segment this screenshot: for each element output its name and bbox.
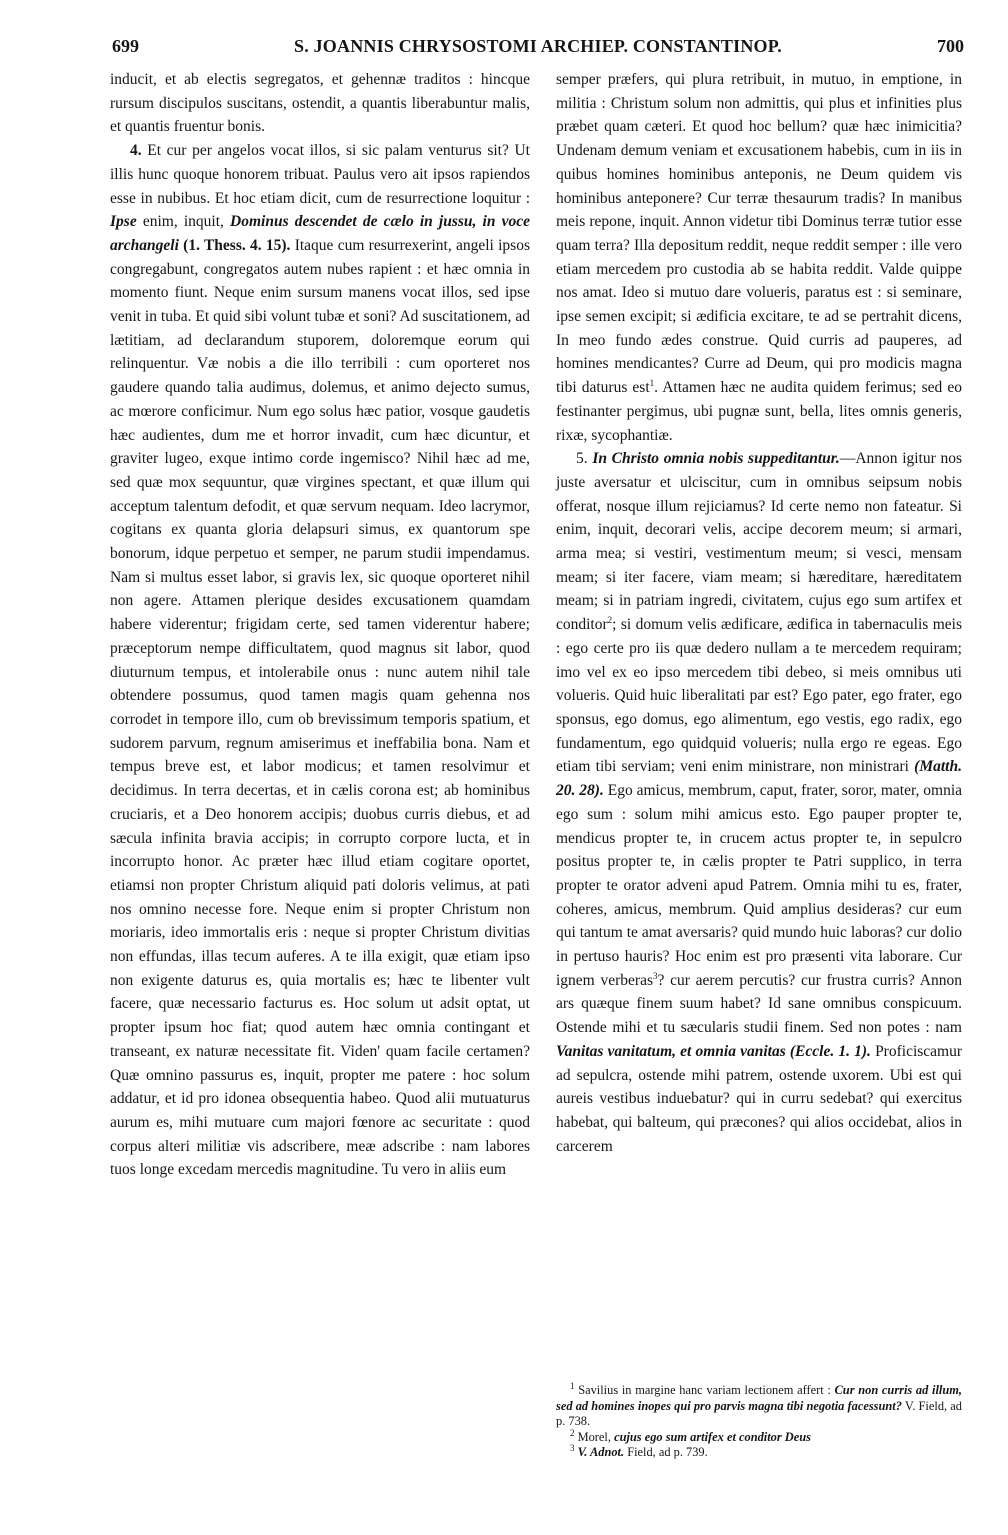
footnote [556, 1427, 962, 1446]
paragraph-text: —Annon igitur nos juste aversatur et ulciscitur, cum in omnibus seipsum nobis offerat, nosque illum rejiciamus? Id certe nemo non fateatur. Si enim, inquit, decorari velis, accipe decorem meum; si armari, arma mea; si vestiri, vestimentum meum; si vesci, mensam meam; si iter facere, viam meam; si hæreditare, hæreditatem meam; si in patriam ingredi, civitatem, cujus ego sum artifex et conditor [556, 450, 962, 634]
footnote-text: Field, ad p. 739. [624, 1445, 708, 1459]
footnote-quote: cujus ego sum artifex et conditor Deus [614, 1429, 811, 1444]
paragraph [110, 139, 530, 1182]
scripture-reference: (1. Thess. 4. 15). [178, 236, 291, 254]
footnote [556, 1442, 962, 1461]
scripture-quote: Ipse [110, 213, 137, 231]
footnote-text: Morel, [574, 1429, 615, 1444]
footnotes [556, 1380, 963, 1461]
paragraph-text: Et cur per angelos vocat illos, si sic palam venturus sit? Ut illis hunc quoque honorem tribuat. Paulus vero ait ipsos rapiendos esse in nubibus. Et hoc etiam dicit, cum de resurrectione loquitur : [110, 142, 530, 207]
footnote-text: V. Adnot. [574, 1445, 625, 1459]
footnote-ref: 3 [653, 970, 658, 981]
paragraph-text: ; si domum velis ædificare, ædifica in tabernaculis meis : ego certe pro iis quæ dedero nullam a te mercedem requiram; imo vel ex eo ipso mercedem tibi debeo, si meis omnibus uti volueris. Quid huic liberalitati par est? Ego pater, ego frater, ego sponsus, ego domus, ego alimentum, ego vestis, ego radix, ego fundamentum, ego quidquid volueris; nulla ergo re egeas. Ego etiam tibi serviam; veni enim ministrare, non ministrari [556, 616, 962, 776]
section-number: 4. [130, 142, 142, 160]
right-column [556, 68, 962, 1158]
footnote-mark: 3 [570, 1442, 575, 1453]
paragraph-text: Itaque cum resurrexerint, angeli ipsos congregabunt, congregatos autem nubes rapient : et hæc omnia in momento fiunt. Neque enim sursum manens vocat illos, sed ipse venit in tuba. Et quid sibi volunt tubæ et soni? Ad suscitationem, ad lætitiam, ad declarandum stuporem, doloremque eorum qui relinquentur. Væ nobis a die illo terribili : cum oporteret nos gaudere quando talia audimus, dolemus, et animo dejecto sumus, ac mœrore conficimur. Num ego solus hæc patior, vosque gaudetis hæc audientes, dum me et horror invadit, cum hæc dicuntur, et graviter lugeo, exque intimo corde ingemisco? Nihil hæc ad me, sed quæ mox sequuntur, quæ virgines spectant, et quæ illum qui acceptum talentum defodit, et quæ servum nequam. Ideo lacrymor, cogitans ex quanta gloria delapsuri simus, ex quantorum spe bonorum, idque perpetuo et semper, ne parum studii impendamus. Nam si multus esset labor, si gravis lex, sic quoque oporteret nihil non agere. Attamen plerique desides excusationem quamdam habere viderentur; frigidam certe, sed tamen viderentur habere; præceptorum nempe difficultatem, quod magnus sit labor, quod diuturnum tempus, et intolerabile onus : nunc autem nihil tale obtendere possumus, quod tamen magis quam gehenna nos corrodet in tempore illo, cum ob brevissimum temporis spatium, et sudorem parvum, regnum amiserimus et ineffabilia bona. Nam et tempus breve est, et labor modicus; et tamen resolvimur et decidimus. In terra decertas, et in cælis corona est; ab hominibus cruciaris, et a Deo honorem accipis; duobus curris diebus, et ad sæcula infinita bravia accipis; in corrupto corpore lucta, et in incorrupto honor. Ac præter hæc illud etiam cogitare oportet, etiamsi non propter Christum aliquid pati doloris velimus, at pati nos omnino necesse fore. Neque enim si propter Christum non moriaris, ideo immortalis eris : neque si propter Christum divitias non effundas, illas tecum auferes. A te illa exigit, quæ etiam ipso non exigente daturus es, quia mortalis es; hæc te libenter vult facere, quæ necessario facturus es. Hoc solum ut adsit optat, ut propter ipsum hoc fiat; quod autem hæc omnia contingant et transeant, ex naturæ necessitate fit. Viden' quam facile certamen? Quæ omnino passurus es, inquit, propter me patere : hoc solum addatur, et id pro idonea obsequentia habeo. Quod alii mutuaturus aurum es, mihi mutuare cum majori fœnore ac securitate : quod corpus alteri militiæ vis adscribere, meæ adscribe : nam labores tuos longe excedam mercedis magnitudine. Tu vero in aliis eum [110, 236, 530, 1179]
scripture-reference: (Matth. 20. 28). [556, 758, 962, 800]
footnote-mark: 2 [570, 1427, 575, 1438]
scripture-quote: Dominus descendet de cælo in jussu, in voce archangeli [110, 213, 530, 254]
left-column [110, 68, 530, 1182]
footnote [556, 1380, 963, 1430]
footnote-ref: 1 [649, 377, 655, 388]
footnote-text: Savilius in margine hanc variam lectionem affert : [574, 1383, 835, 1397]
footnote-ref: 2 [607, 615, 613, 626]
section-number: 5. [576, 450, 588, 468]
scripture-reference: (Eccle. 1. 1). [785, 1042, 871, 1060]
paragraph-text: semper præfers, qui plura retribuit, in mutuo, in emptione, in militia : Christum solum non admittis, qui plus et infinities plus præbet quam cæteri. Et quod hoc bellum? quæ hæc inimicitia? Undenam demum veniam et excusationem habebis, cum in iis in quibus homines hominibus anteponis, ne Deum quidem vis hominibus anteponere? Cur terræ thesaurum tradis? In manibus meis repone, inquit. Annon videtur tibi Dominus terræ tutior esse quam terra? Illa depositum reddit, neque reddit semper : ille vero etiam mercedem pro custodia ab se habita reddit. Valde quippe nos amat. Ideo si mutuo dare volueris, paratus est : si seminare, ipse semen excipit; si ædificia excitare, te ad se pertrahit dicens, In meo fundo ædes construe. Quid curris ad pauperes, ad homines mendicantes? Curre ad Deum, qui pro modicis magna tibi daturus est [556, 71, 962, 397]
paragraph [110, 68, 530, 139]
footnote-mark: 1 [570, 1380, 575, 1391]
paragraph [556, 447, 962, 1158]
paragraph-text: Ego amicus, membrum, caput, frater, soror, mater, omnia ego sum : solum mihi amicus esto. Ego pauper propter te, mendicus propter te, in crucem actus propter te, in sepulcro positus propter te, in cælis propter te Patri supplico, in terra propter te orator adveni apud Patrem. Omnia mihi tu es, frater, coheres, amicus, membrum. Quid amplius desideras? cur eum qui tantum te amat aversaris? quid mundo huic laboras? cur dolio in pertuso hauris? Hoc enim est pro præsenti vita laborare. Cur ignem verberas [556, 782, 963, 989]
section-title: In Christo omnia nobis suppeditantur. [587, 450, 840, 468]
footnote-quote: Cur non curris ad illum, sed ad homines inopes qui pro parvis magna tibi negotia facessunt? [556, 1383, 962, 1413]
page-number-right: 700 [937, 36, 964, 56]
page-number-left: 699 [112, 36, 139, 56]
paragraph-text: . Attamen hæc ne audita quidem ferimus; sed eo festinanter pergimus, ubi pugnæ sunt, bella, lites omnis generis, rixæ, sycophantiæ. [556, 379, 962, 444]
running-title: S. JOANNIS CHRYSOSTOMI ARCHIEP. CONSTANTINOP. [294, 36, 782, 56]
running-header [112, 36, 964, 62]
paragraph-text: Proficiscamur ad sepulcra, ostende mihi patrem, ostende uxorem. Ubi est qui aureis vestibus induebatur? qui in curru sedebat? qui exercitus habebat, qui balteum, qui præcones? qui alios occidebat, alios in carcerem [556, 1042, 963, 1155]
scripture-quote: Vanitas vanitatum, et omnia vanitas [556, 1042, 786, 1060]
paragraph-text: inducit, et ab electis segregatos, et gehennæ traditos : hincque rursum discipulos suscitans, ostendit, a quantis liberabuntur malis, et quantis fruentur bonis. [110, 71, 530, 136]
footnote-text: V. Field, ad p. 738. [556, 1398, 963, 1428]
paragraph [556, 68, 962, 447]
paragraph-text: enim, inquit, [136, 213, 231, 231]
paragraph-text: ? cur aerem percutis? cur frustra curris? Annon ars quæque finem suum habet? Id sane omnibus conspicuum. Ostende mihi et tu sæcularis studii finem. Sed non potes : nam [556, 971, 962, 1037]
